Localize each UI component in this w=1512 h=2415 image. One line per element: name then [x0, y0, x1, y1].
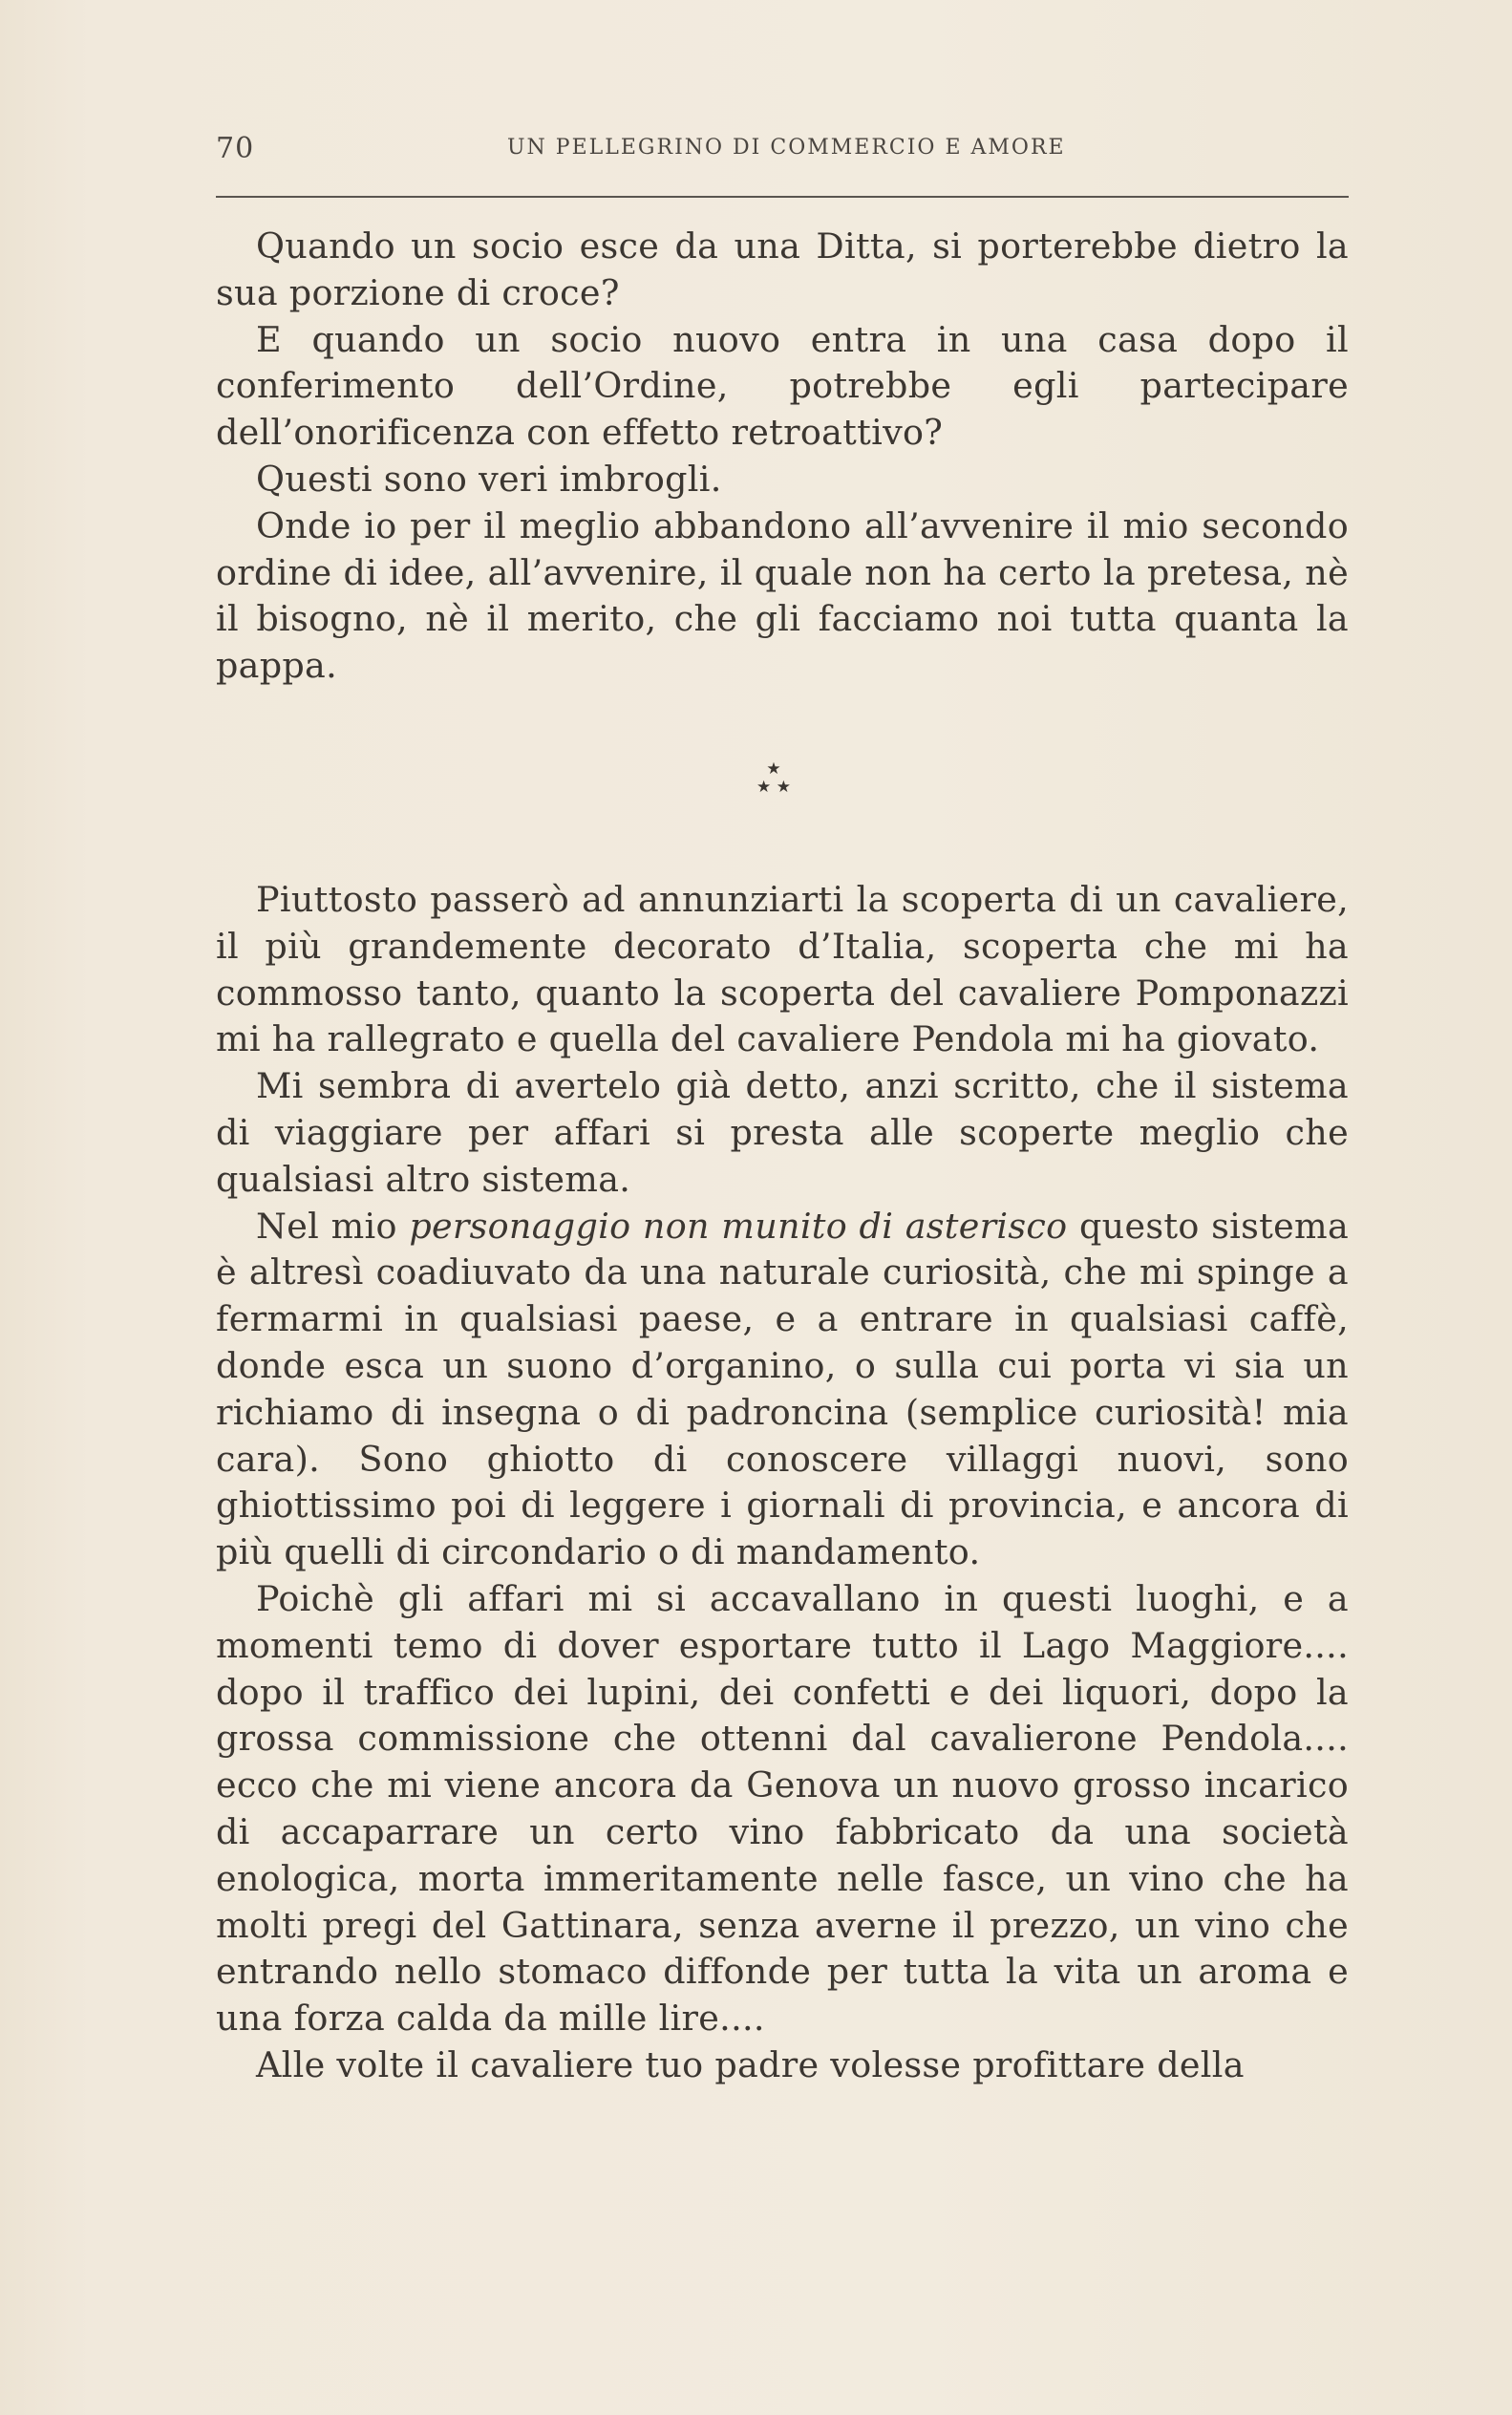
paragraph: Mi sembra di avertelo già detto, anzi scritto, che il sistema di viaggiare per affari si presta alle scoperte meglio che qualsiasi altro sistema.: [216, 1065, 1349, 1200]
section-1-text: [216, 224, 1349, 690]
section-break-asterism: [750, 760, 798, 808]
paragraph: Poichè gli affari mi si accavallano in questi luoghi, e a momenti temo di dover esportare tutto il Lago Maggiore.... dopo il traffico dei lupini, dei confetti e dei liquori, dopo la grossa commissione che ottenni dal cavalierone Pendola.... ecco che mi viene ancora da Genova un nuovo grosso incarico di accaparrare un certo vino fabbricato da una società enologica, morta immeritamente nelle fasce, un vino che ha molti pregi del Gattinara, senza averne il prezzo, un vino che entrando nello stomaco diffonde per tutta la vita un aroma e una forza calda da mille lire....: [216, 1577, 1349, 2040]
asterism-top: ★: [766, 759, 781, 779]
paragraph-text: questo sistema è altresì coadiuvato da una naturale curiosità, che mi spinge a fermarmi in qualsiasi paese, e a entrare in qualsiasi caffè, donde esca un suono d’organino, o sulla cui porta vi sia un richiamo di insegna o di padroncina (semplice curiosità! mia cara). Sono ghiotto di conoscere villaggi nuovi, sono ghiottissimo poi di leggere i giornali di provincia, e ancora di più quelli di circondario o di mandamento.: [216, 1205, 1350, 1573]
paragraph: Questi sono veri imbrogli.: [256, 458, 722, 500]
paragraph: Onde io per il meglio abbandono all’avvenire il mio secondo ordine di idee, all’avvenire, il quale non ha certo la pretesa, nè il bisogno, nè il merito, che gli facciamo noi tutta quanta la pappa.: [216, 504, 1349, 687]
paragraph: E quando un socio nuovo entra in una casa dopo il conferimento dell’Ordine, potrebbe egli partecipare dell’onorificenza con effetto retroattivo?: [216, 318, 1349, 454]
section-2-text: [216, 877, 1349, 2089]
page-header: [216, 132, 1349, 170]
page-number: 70: [216, 132, 255, 165]
asterism-bottom: ★ ★: [756, 778, 791, 797]
header-rule: [216, 196, 1349, 198]
paragraph: Quando un socio esce da una Ditta, si porterebbe dietro la sua porzione di croce?: [216, 225, 1349, 313]
paragraph-with-italic: [216, 1204, 1349, 1576]
paragraph-text: Nel mio: [256, 1205, 410, 1247]
running-title: UN PELLEGRINO DI COMMERCIO E AMORE: [507, 136, 1066, 160]
paragraph: Alle volte il cavaliere tuo padre volesse profittare della: [256, 2043, 1245, 2085]
italic-phrase: personaggio non munito di asterisco: [409, 1205, 1068, 1247]
paragraph: Piuttosto passerò ad annunziarti la scoperta di un cavaliere, il più grandemente decorato d’Italia, scoperta che mi ha commosso tanto, quanto la scoperta del cavaliere Pomponazzi mi ha rallegrato e quella del cavaliere Pendola mi ha giovato.: [216, 879, 1349, 1060]
